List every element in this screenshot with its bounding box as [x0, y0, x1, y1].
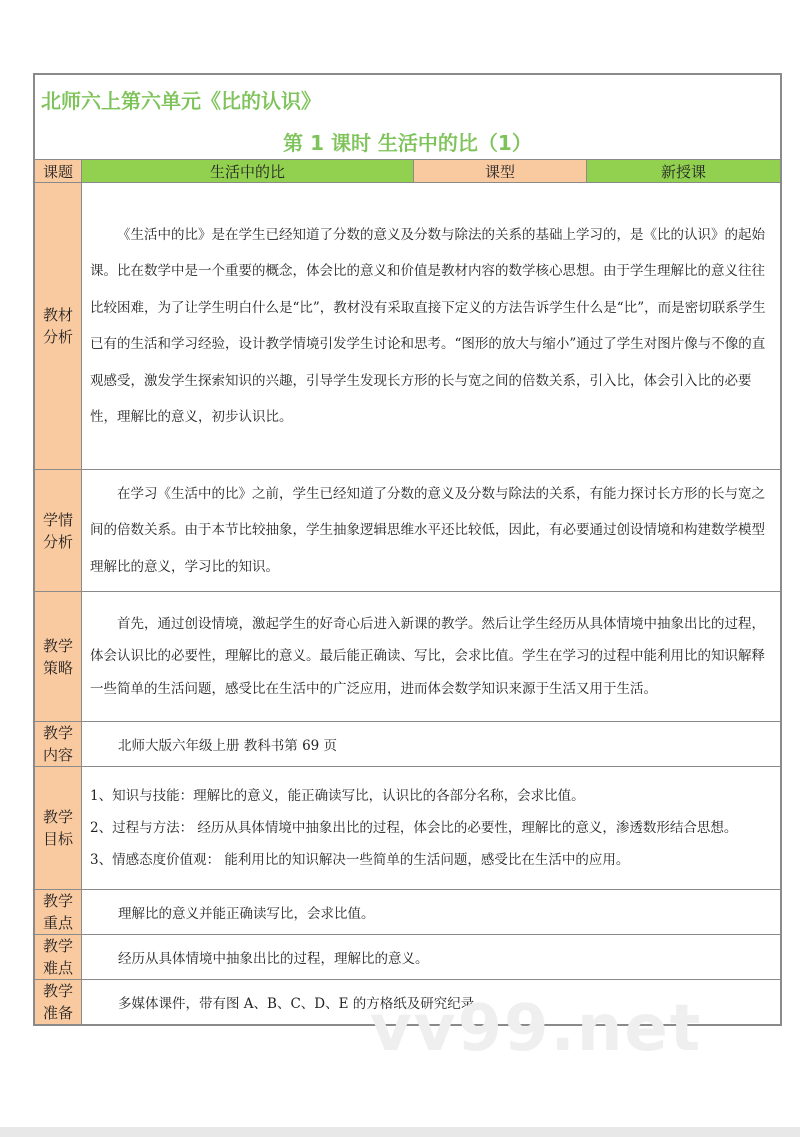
page-bottom-bar — [0, 1127, 800, 1137]
content-label: 教学 内容 — [35, 722, 82, 767]
strategy-cell — [82, 592, 781, 722]
type-label: 课型 — [414, 160, 587, 183]
strategy-label: 教学 策略 — [35, 592, 82, 722]
goals-label: 教学 目标 — [35, 767, 82, 890]
students-cell — [82, 470, 781, 592]
topic-value: 生活中的比 — [82, 160, 414, 183]
topic-label: 课题 — [35, 160, 82, 183]
content-text: 北师大版六年级上册 教科书第 69 页 — [82, 722, 781, 767]
difficulties-label: 教学 难点 — [35, 935, 82, 980]
students-label: 学情 分析 — [35, 470, 82, 592]
strategy-text: 首先，通过创设情境，激起学生的好奇心后进入新课的教学。然后让学生经历从具体情境中抽象出比的过程，体会认识比的必要性，理解比的意义。最后能正确读、写比，会求比值。学生在学习的过程中能利用比的知识解释一些简单的生活问题，感受比在生活中的广泛应用，进而体会数学知识来源于生活又用于生活。 — [90, 615, 765, 697]
goal-item: 1、知识与技能：理解比的意义，能正确读写比，认识比的各部分名称，会求比值。 — [90, 788, 585, 804]
material-text: 《生活中的比》是在学生已经知道了分数的意义及分数与除法的关系的基础上学习的，是《比的认识》的起始课。比在数学中是一个重要的概念，体会比的意义和价值是教材内容的数学核心思想。由于学生理解比的意义往往比较困难，为了让学生明白什么是“比”，教材没有采取直接下定义的方法告诉学生什么是“比”，而是密切联系学生已有的生活和学习经验，设计教学情境引发学生讨论和思考。“图形的放大与缩小”通过了学生对图片像与不像的直观感受，激发学生探索知识的兴趣，引导学生发现长方形的长与宽之间的倍数关系，引入比，体会引入比的必要性，理解比的意义，初步认识比。 — [90, 226, 766, 425]
preparation-text: 多媒体课件，带有图 A、B、C、D、E 的方格纸及研究纪录 — [82, 980, 781, 1025]
students-text: 在学习《生活中的比》之前，学生已经知道了分数的意义及分数与除法的关系，有能力探讨长方形的长与宽之间的倍数关系。由于本节比较抽象，学生抽象逻辑思维水平还比较低，因此，有必要通过创设情境和构建数学模型理解比的意义，学习比的知识。 — [90, 485, 765, 575]
material-label: 教材 分析 — [35, 183, 82, 470]
material-cell — [82, 183, 781, 470]
unit-title: 北师六上第六单元《比的认识》 — [41, 89, 321, 113]
watermark: vv99.net — [370, 992, 703, 1066]
lesson-plan-table — [33, 73, 782, 1026]
goal-item: 3、情感态度价值观： 能利用比的知识解决一些简单的生活问题，感受比在生活中的应用。 — [90, 852, 630, 868]
key-points-text: 理解比的意义并能正确读写比，会求比值。 — [82, 890, 781, 935]
goals-cell — [82, 767, 781, 890]
key-points-label: 教学 重点 — [35, 890, 82, 935]
preparation-label: 教学 准备 — [35, 980, 82, 1025]
lesson-title: 第 1 课时 生活中的比（1） — [283, 131, 532, 155]
title-cell — [35, 75, 781, 160]
difficulties-text: 经历从具体情境中抽象出比的过程，理解比的意义。 — [82, 935, 781, 980]
type-value: 新授课 — [587, 160, 781, 183]
goal-item: 2、过程与方法： 经历从具体情境中抽象出比的过程，体会比的必要性，理解比的意义，渗透数形结合思想。 — [90, 820, 738, 836]
